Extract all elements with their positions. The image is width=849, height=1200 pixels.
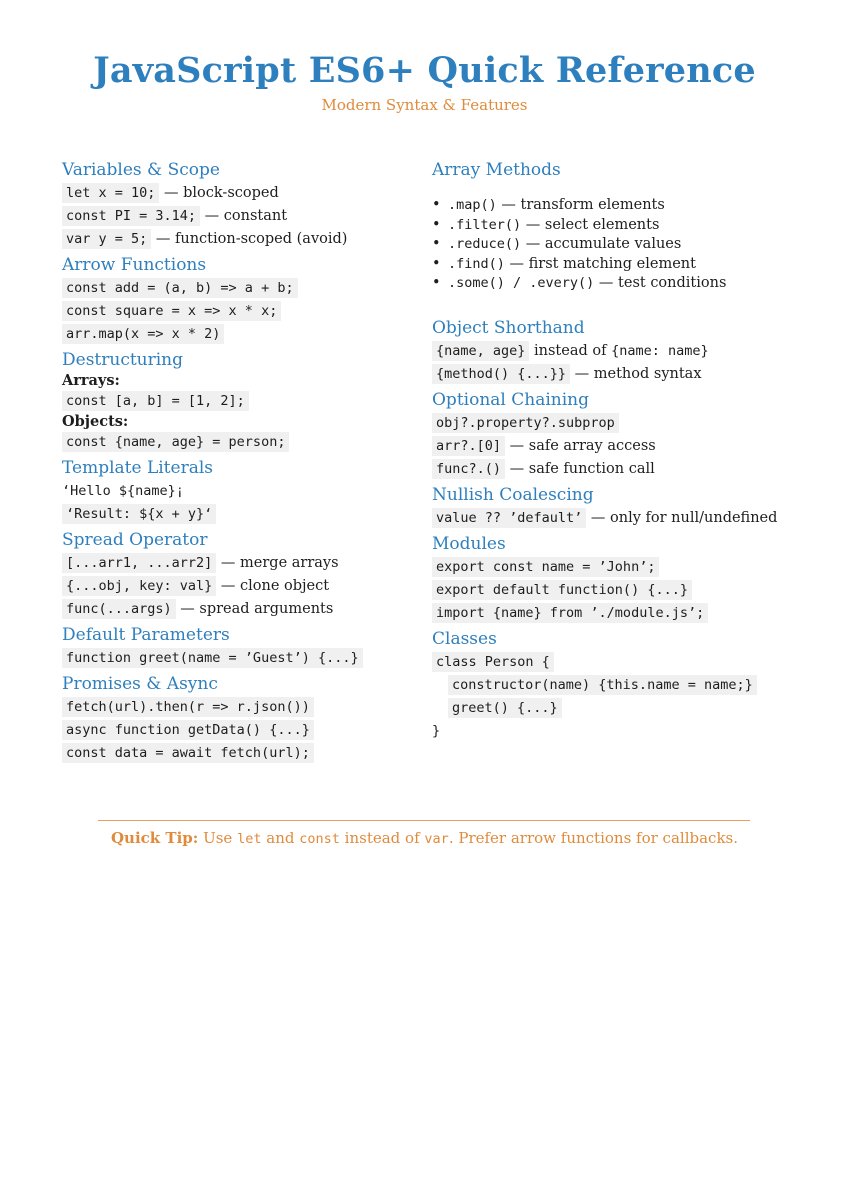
description: — only for null/undefined	[590, 509, 778, 526]
section-destructuring	[62, 348, 412, 454]
code-snippet: {name: name}	[611, 342, 709, 359]
divider	[98, 820, 750, 821]
code-row	[62, 575, 412, 598]
code-row	[432, 435, 812, 458]
code-snippet: export const name = ’John’;	[432, 557, 659, 577]
tip-text: Use	[203, 829, 233, 847]
code-row	[62, 300, 412, 323]
list-item	[432, 274, 812, 294]
method-name: .find()	[448, 255, 505, 272]
code-snippet: ‘Hello ${name}¡	[62, 483, 184, 499]
arrays-label: Arrays:	[62, 372, 120, 389]
code-row	[62, 598, 412, 621]
array-methods-list	[432, 196, 812, 294]
bullet-icon: •	[432, 216, 441, 233]
method-name: .some() / .every()	[448, 275, 595, 291]
description: — safe array access	[509, 437, 656, 454]
code-snippet: const [a, b] = [1, 2];	[62, 391, 249, 411]
code-snippet: async function getData() {...}	[62, 720, 314, 740]
code-row	[432, 340, 812, 363]
description: instead of	[534, 342, 607, 359]
list-item	[432, 216, 812, 236]
description: — safe function call	[509, 460, 655, 477]
section-heading: Modules	[432, 533, 506, 554]
code-row	[432, 697, 812, 720]
bullet-icon: •	[432, 255, 441, 272]
code-row	[432, 507, 812, 530]
code-row	[62, 277, 412, 300]
tip-code: var	[424, 831, 449, 847]
description: — method syntax	[574, 365, 702, 382]
tip-code: const	[299, 831, 340, 847]
section-heading: Spread Operator	[62, 530, 208, 550]
description: — clone object	[220, 578, 330, 594]
code-snippet: const square = x => x * x;	[62, 301, 281, 321]
code-snippet: }	[432, 722, 441, 739]
section-variables	[62, 158, 412, 251]
code-row	[432, 579, 812, 602]
list-item	[432, 196, 812, 216]
section-heading: Arrow Functions	[62, 255, 207, 275]
code-snippet: func(...args)	[62, 599, 176, 619]
code-row	[62, 228, 412, 251]
section-heading: Variables & Scope	[62, 160, 220, 180]
section-modules	[432, 532, 812, 625]
section-heading: Object Shorthand	[432, 317, 585, 338]
tip-label: Quick Tip:	[110, 829, 199, 847]
code-snippet: constructor(name) {this.name = name;}	[448, 675, 757, 695]
tip-code: let	[237, 831, 262, 847]
section-template-literals	[62, 456, 412, 526]
code-row	[432, 363, 812, 386]
code-row	[432, 720, 812, 743]
code-snippet: greet() {...}	[448, 698, 562, 718]
description: — first matching element	[509, 255, 696, 272]
code-snippet: {method() {...}}	[432, 364, 570, 384]
section-heading: Optional Chaining	[432, 389, 589, 410]
objects-label: Objects:	[62, 413, 129, 430]
tip-text: and	[266, 829, 295, 847]
code-snippet: arr?.[0]	[432, 436, 505, 456]
code-snippet: [...arr1, ...arr2]	[62, 553, 216, 573]
code-snippet: function greet(name = ’Guest’) {...}	[62, 648, 363, 668]
code-row	[62, 323, 412, 346]
code-snippet: const data = await fetch(url);	[62, 743, 314, 763]
code-snippet: const add = (a, b) => a + b;	[62, 278, 298, 298]
code-snippet: func?.()	[432, 459, 505, 479]
code-row	[62, 503, 412, 526]
code-row	[62, 742, 412, 765]
description: — block-scoped	[164, 185, 279, 201]
section-optional-chaining	[432, 388, 812, 481]
code-snippet: arr.map(x => x * 2)	[62, 324, 224, 344]
description: — select elements	[525, 216, 660, 233]
code-snippet: {...obj, key: val}	[62, 576, 216, 596]
list-item	[432, 235, 812, 255]
code-row	[62, 696, 412, 719]
code-snippet: fetch(url).then(r => r.json())	[62, 697, 314, 717]
code-snippet: obj?.property?.subprop	[432, 413, 619, 433]
description: — spread arguments	[180, 601, 334, 617]
description: — function-scoped (avoid)	[155, 231, 348, 247]
code-row	[62, 431, 412, 454]
description: — transform elements	[501, 197, 665, 213]
bullet-icon: •	[432, 275, 441, 291]
description: — test conditions	[598, 275, 727, 291]
code-snippet: import {name} from ’./module.js’;	[432, 603, 708, 623]
method-name: .filter()	[448, 216, 522, 233]
tip-text: instead of	[344, 829, 420, 847]
code-row	[432, 602, 812, 625]
tip-text: . Prefer arrow functions for callbacks.	[448, 829, 738, 847]
code-snippet: const PI = 3.14;	[62, 206, 200, 226]
method-name: .map()	[448, 197, 497, 213]
code-snippet: ‘Result: ${x + y}‘	[62, 504, 216, 524]
code-row	[432, 651, 812, 674]
section-heading: Classes	[432, 628, 497, 649]
section-heading: Nullish Coalescing	[432, 484, 594, 505]
code-row	[432, 674, 812, 697]
code-snippet: class Person {	[432, 652, 554, 672]
code-row	[432, 458, 812, 481]
section-heading: Default Parameters	[62, 625, 230, 645]
section-heading: Promises & Async	[62, 674, 218, 694]
description: — merge arrays	[220, 555, 339, 571]
code-snippet: export default function() {...}	[432, 580, 692, 600]
left-column	[62, 158, 412, 767]
code-row	[432, 412, 812, 435]
bullet-icon: •	[432, 236, 441, 252]
section-spread-operator	[62, 528, 412, 621]
section-heading: Array Methods	[432, 160, 561, 180]
code-row	[62, 480, 412, 503]
section-nullish-coalescing	[432, 483, 812, 530]
code-snippet: let x = 10;	[62, 183, 159, 203]
code-row	[62, 719, 412, 742]
code-row	[62, 390, 412, 413]
code-row	[432, 556, 812, 579]
code-snippet: value ?? ’default’	[432, 508, 586, 528]
section-promises-async	[62, 672, 412, 765]
page-title: JavaScript ES6+ Quick Reference	[93, 50, 756, 91]
description: — accumulate values	[525, 236, 682, 252]
page-subtitle: Modern Syntax & Features	[321, 96, 528, 114]
section-classes	[432, 627, 812, 743]
section-arrow-functions	[62, 253, 412, 346]
code-snippet: {name, age}	[432, 341, 529, 361]
code-row	[62, 647, 412, 670]
code-row	[62, 552, 412, 575]
section-heading: Template Literals	[62, 458, 213, 478]
code-row	[62, 182, 412, 205]
section-object-shorthand	[432, 316, 812, 386]
section-heading: Destructuring	[62, 350, 184, 370]
code-snippet: const {name, age} = person;	[62, 432, 289, 452]
list-item	[432, 255, 812, 275]
quick-tip	[0, 829, 849, 847]
section-array-methods	[432, 158, 812, 294]
right-column	[432, 158, 812, 745]
bullet-icon: •	[432, 197, 441, 213]
description: — constant	[204, 208, 288, 224]
code-row	[62, 205, 412, 228]
section-default-parameters	[62, 623, 412, 670]
method-name: .reduce()	[448, 236, 522, 252]
code-snippet: var y = 5;	[62, 229, 151, 249]
